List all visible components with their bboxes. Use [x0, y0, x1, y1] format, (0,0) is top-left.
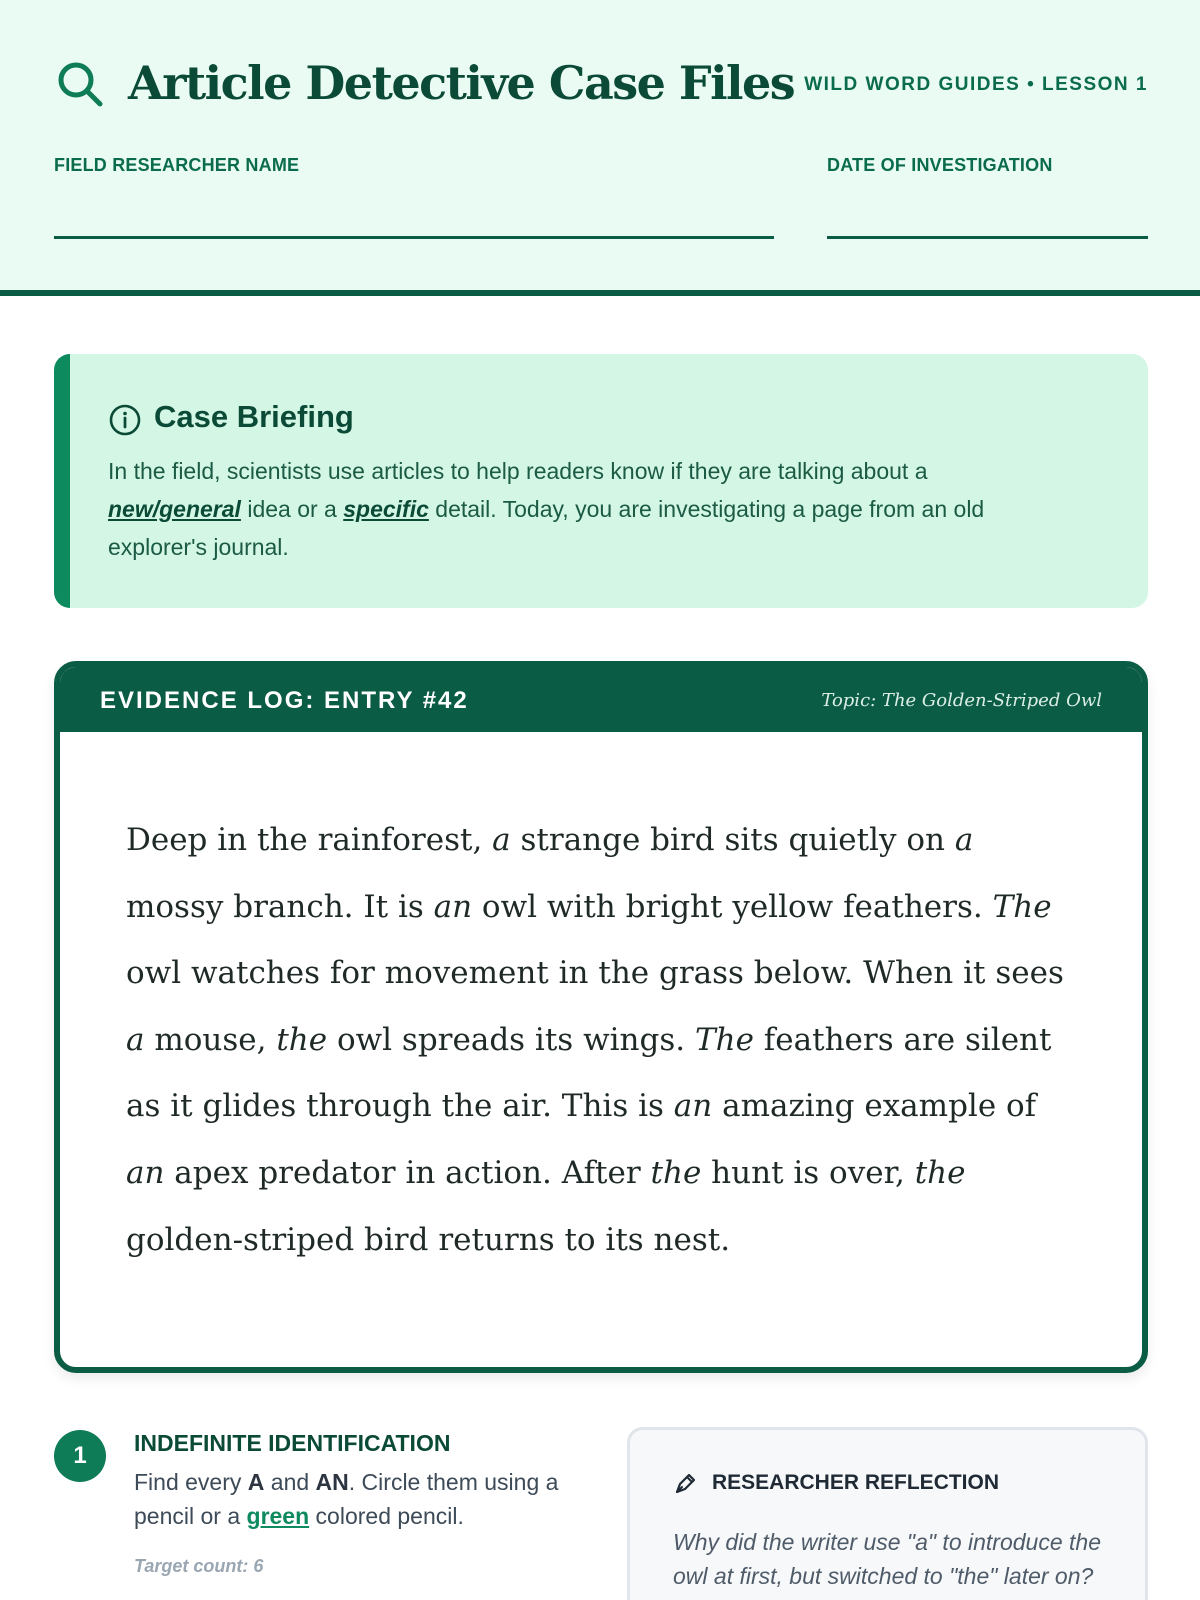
lesson-tag: WILD WORD GUIDES • LESSON 1 — [804, 74, 1148, 95]
article-word[interactable]: an — [126, 1154, 165, 1191]
article-word[interactable]: a — [954, 822, 974, 858]
worksheet-header — [0, 0, 1200, 296]
briefing-text-part: explorer's journal. — [108, 534, 289, 560]
article-word[interactable]: the — [276, 1021, 328, 1058]
researcher-name-field[interactable] — [54, 236, 774, 239]
article-word[interactable]: the — [650, 1154, 702, 1191]
article-word[interactable]: the — [914, 1154, 966, 1191]
article-word[interactable]: The — [992, 888, 1052, 925]
step-text-part: Find every — [134, 1469, 248, 1495]
term-new-general: new/general — [108, 496, 241, 522]
title-row — [54, 52, 1148, 122]
article-a: A — [247, 1469, 265, 1495]
evidence-log-title: EVIDENCE LOG: ENTRY #42 — [100, 687, 469, 714]
researcher-reflection — [627, 1427, 1148, 1600]
pen-icon — [673, 1470, 699, 1496]
article-word[interactable]: an — [673, 1088, 713, 1125]
search-icon — [56, 60, 104, 108]
evidence-log-header — [60, 667, 1142, 732]
passage-line — [126, 1207, 1086, 1274]
passage-line — [126, 874, 1086, 941]
evidence-log — [54, 661, 1148, 1373]
passage-line — [126, 807, 1086, 874]
passage-text: golden-striped bird returns to its nest. — [126, 1221, 731, 1258]
article-word[interactable]: a — [126, 1021, 145, 1058]
step-title: INDEFINITE IDENTIFICATION — [134, 1430, 451, 1456]
researcher-name-label: FIELD RESEARCHER NAME — [54, 155, 300, 175]
article-word[interactable]: an — [433, 888, 473, 925]
passage-line — [126, 940, 1086, 1007]
article-word[interactable]: a — [492, 822, 511, 858]
reflection-title: RESEARCHER REFLECTION — [712, 1471, 1000, 1494]
info-icon — [108, 403, 142, 437]
investigation-date-label: DATE OF INVESTIGATION — [827, 155, 1053, 175]
passage-text: owl watches for movement in the grass below. When it sees — [126, 955, 1064, 992]
step-text-part: and — [264, 1469, 316, 1495]
passage-line — [126, 1073, 1086, 1140]
page-title: Article Detective Case Files — [128, 56, 795, 110]
passage-line — [126, 1140, 1086, 1207]
passage-text: mouse, — [144, 1021, 277, 1058]
passage-text: strange bird sits quietly on — [510, 822, 955, 858]
case-briefing — [54, 354, 1148, 608]
briefing-text-part: detail. Today, you are investigating a page from an old — [428, 496, 985, 522]
briefing-text-part: In the field, scientists use articles to help readers know if they are talking about a — [108, 458, 928, 484]
passage-text: Deep in the rainforest, — [126, 822, 493, 858]
passage-text: feathers are silent — [753, 1021, 1052, 1058]
step-text-part: . Circle them using a pencil or a — [134, 1469, 559, 1529]
passage-text: as it glides through the air. This is — [126, 1088, 674, 1125]
passage-text: owl spreads its wings. — [327, 1021, 695, 1058]
article-word[interactable]: The — [694, 1021, 754, 1058]
journal-passage — [126, 807, 1086, 1273]
case-briefing-text — [108, 452, 1068, 566]
passage-text: hunt is over, — [701, 1154, 915, 1191]
briefing-text-part: idea or a — [240, 496, 344, 522]
case-briefing-title: Case Briefing — [154, 399, 354, 434]
step-number-badge: 1 — [54, 1430, 106, 1482]
passage-line — [126, 1007, 1086, 1074]
passage-text: apex predator in action. After — [164, 1154, 651, 1191]
evidence-log-topic: Topic: The Golden-Striped Owl — [821, 690, 1102, 711]
passage-text: mossy branch. It is — [126, 888, 434, 925]
passage-text: amazing example of — [712, 1088, 1037, 1125]
step-text-part: colored pencil. — [309, 1503, 464, 1529]
investigation-date-field[interactable] — [827, 236, 1148, 239]
green-word: green — [246, 1503, 310, 1529]
reflection-question: Why did the writer use "a" to introduce the owl at first, but switched to "the" later on? — [673, 1529, 1101, 1589]
article-an: AN — [315, 1469, 349, 1495]
term-specific: specific — [343, 496, 429, 522]
passage-text: owl with bright yellow feathers. — [472, 888, 993, 925]
target-count: Target count: 6 — [134, 1556, 264, 1576]
step-instructions — [134, 1465, 584, 1533]
